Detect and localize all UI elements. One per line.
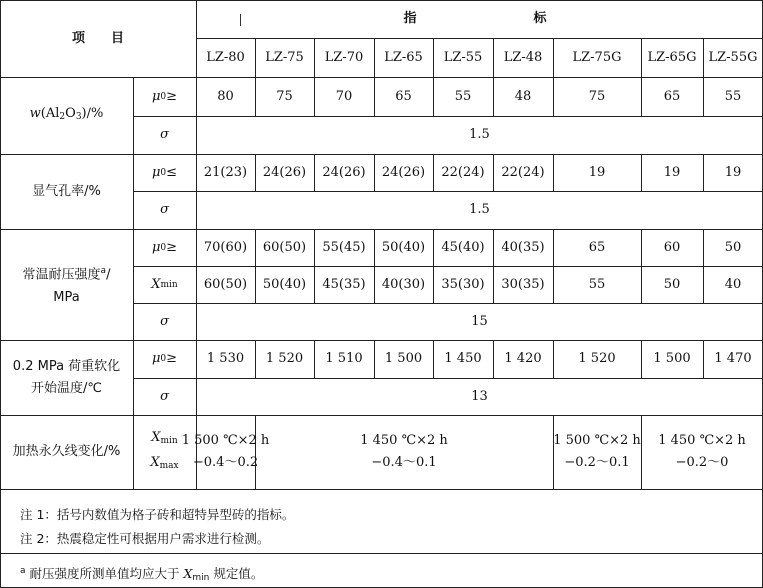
mu0-symbol: μ 0 ≥ bbox=[151, 239, 178, 255]
grade-header: LZ-70 bbox=[324, 49, 364, 65]
strength-mu-value: 50 bbox=[724, 239, 742, 255]
grade-header: LZ-65 bbox=[384, 49, 423, 65]
strength-xmin-value: 35(30) bbox=[441, 276, 485, 292]
strength-mu-value: 55(45) bbox=[322, 239, 366, 255]
linear-change-condition: 1 500 ℃×2 h bbox=[181, 433, 270, 448]
refract-mu-value: 1 520 bbox=[578, 351, 616, 366]
strength-xmin-value: 50 bbox=[663, 276, 681, 292]
linear-change-group bbox=[181, 415, 270, 489]
linear-change-group bbox=[641, 415, 763, 489]
strength-xmin-value: 30(35) bbox=[501, 276, 545, 292]
linear-change-range: −0.4～0.2 bbox=[192, 455, 259, 470]
header-item-label: 项 目 bbox=[71, 30, 124, 46]
mu0-symbol: μ 0 ≤ bbox=[151, 164, 178, 180]
al2o3-mu-value: 75 bbox=[588, 88, 606, 104]
row-label-refractoriness: 0.2 MPa 荷重软化 开始温度/℃ bbox=[12, 358, 121, 396]
strength-xmin-value: 55 bbox=[588, 276, 606, 292]
sigma-symbol: σ bbox=[160, 313, 169, 329]
row-label-porosity: 显气孔率/% bbox=[32, 183, 101, 199]
strength-mu-value: 40(35) bbox=[501, 239, 545, 255]
xmin-xmax-symbols: $X_{min}$ $X_{max}$ bbox=[150, 430, 179, 471]
note-1: 注 1：括号内数值为格子砖和超特异型砖的指标。 bbox=[20, 507, 295, 522]
rule-table-bottom bbox=[0, 489, 763, 490]
sigma-symbol: σ bbox=[160, 127, 169, 142]
row-label-al2o3: $w(Al_2O_3)/\%$ bbox=[29, 106, 104, 122]
grade-header: LZ-75 bbox=[265, 49, 304, 65]
linear-change-condition: 1 450 ℃×2 h bbox=[360, 433, 448, 448]
porosity-mu-value: 19 bbox=[724, 164, 742, 180]
strength-sigma-value: 15 bbox=[471, 313, 488, 329]
strength-mu-value: 65 bbox=[588, 239, 606, 255]
strength-mu-value: 60(50) bbox=[262, 239, 307, 255]
refract-mu-value: 1 450 bbox=[444, 351, 482, 366]
porosity-mu-value: 19 bbox=[588, 164, 606, 180]
refract-mu-value: 1 500 bbox=[384, 351, 423, 366]
strength-mu-value: 50(40) bbox=[381, 239, 426, 255]
refract-mu-value: 1 500 bbox=[653, 351, 691, 366]
linear-change-condition: 1 450 ℃×2 h bbox=[658, 433, 746, 448]
grade-header: LZ-75G bbox=[572, 49, 622, 65]
al2o3-mu-value: 80 bbox=[217, 88, 234, 104]
row-label-linear-change: 加热永久线变化/% bbox=[12, 444, 121, 459]
header-index-label-1: 指 bbox=[403, 11, 417, 26]
row-label-strength: 常温耐压强度$^a$/ MPa bbox=[22, 266, 111, 305]
footnote-a: $^a$ 耐压强度所测单值均应大于 $X_{min}$ 规定值。 bbox=[20, 565, 264, 583]
grade-header: LZ-65G bbox=[647, 49, 697, 65]
porosity-mu-value: 24(26) bbox=[381, 164, 426, 180]
grade-header: LZ-48 bbox=[503, 49, 543, 65]
porosity-mu-value: 24(26) bbox=[322, 164, 366, 180]
al2o3-mu-value: 65 bbox=[395, 88, 412, 104]
al2o3-mu-value: 55 bbox=[724, 88, 742, 104]
scan-mark bbox=[240, 14, 241, 26]
linear-change-condition: 1 500 ℃×2 h bbox=[553, 433, 641, 448]
al2o3-mu-value: 75 bbox=[276, 88, 293, 104]
linear-change-range: −0.4～0.1 bbox=[371, 455, 437, 470]
porosity-mu-value: 24(26) bbox=[262, 164, 307, 180]
header-index-label-2: 标 bbox=[533, 11, 547, 26]
refract-mu-value: 1 420 bbox=[504, 351, 542, 366]
sigma-symbol: σ bbox=[160, 202, 169, 217]
al2o3-sigma-value: 1.5 bbox=[469, 127, 490, 142]
refract-mu-value: 1 470 bbox=[714, 351, 752, 366]
linear-change-range: −0.2～0.1 bbox=[564, 455, 630, 470]
strength-xmin-value: 50(40) bbox=[262, 276, 307, 292]
porosity-mu-value: 21(23) bbox=[203, 164, 248, 180]
al2o3-mu-value: 55 bbox=[454, 88, 472, 104]
al2o3-mu-value: 48 bbox=[514, 88, 532, 104]
porosity-sigma-value: 1.5 bbox=[469, 202, 490, 217]
strength-xmin-value: 45(35) bbox=[322, 276, 366, 292]
refract-mu-value: 1 510 bbox=[325, 351, 363, 366]
grade-header: LZ-80 bbox=[206, 49, 245, 65]
mu0-symbol: μ 0 ≥ bbox=[151, 351, 178, 366]
strength-mu-value: 45(40) bbox=[441, 239, 485, 255]
refract-mu-value: 1 530 bbox=[206, 351, 245, 366]
porosity-mu-value: 19 bbox=[663, 164, 681, 180]
linear-change-group bbox=[255, 415, 553, 489]
al2o3-mu-value: 65 bbox=[663, 88, 681, 104]
refract-mu-value: 1 520 bbox=[265, 351, 304, 366]
strength-mu-value: 60 bbox=[663, 239, 681, 255]
rule-notes-bottom bbox=[0, 553, 763, 554]
sigma-symbol: σ bbox=[160, 388, 169, 404]
strength-mu-value: 70(60) bbox=[203, 239, 248, 255]
al2o3-mu-value: 70 bbox=[335, 88, 353, 104]
strength-xmin-value: 60(50) bbox=[203, 276, 248, 292]
linear-change-group bbox=[553, 415, 641, 489]
porosity-mu-value: 22(24) bbox=[441, 164, 485, 180]
porosity-mu-value: 22(24) bbox=[501, 164, 545, 180]
note-2: 注 2：热震稳定性可根据用户需求进行检测。 bbox=[20, 531, 270, 546]
strength-xmin-value: 40(30) bbox=[381, 276, 426, 292]
strength-xmin-value: 40 bbox=[724, 276, 742, 292]
refract-sigma-value: 13 bbox=[471, 388, 488, 404]
linear-change-range: −0.2～0 bbox=[675, 455, 729, 470]
xmin-symbol: X min bbox=[151, 276, 178, 292]
grade-header: LZ-55 bbox=[443, 49, 483, 65]
mu0-symbol: μ 0 ≥ bbox=[151, 88, 178, 104]
grade-header: LZ-55G bbox=[708, 49, 758, 65]
